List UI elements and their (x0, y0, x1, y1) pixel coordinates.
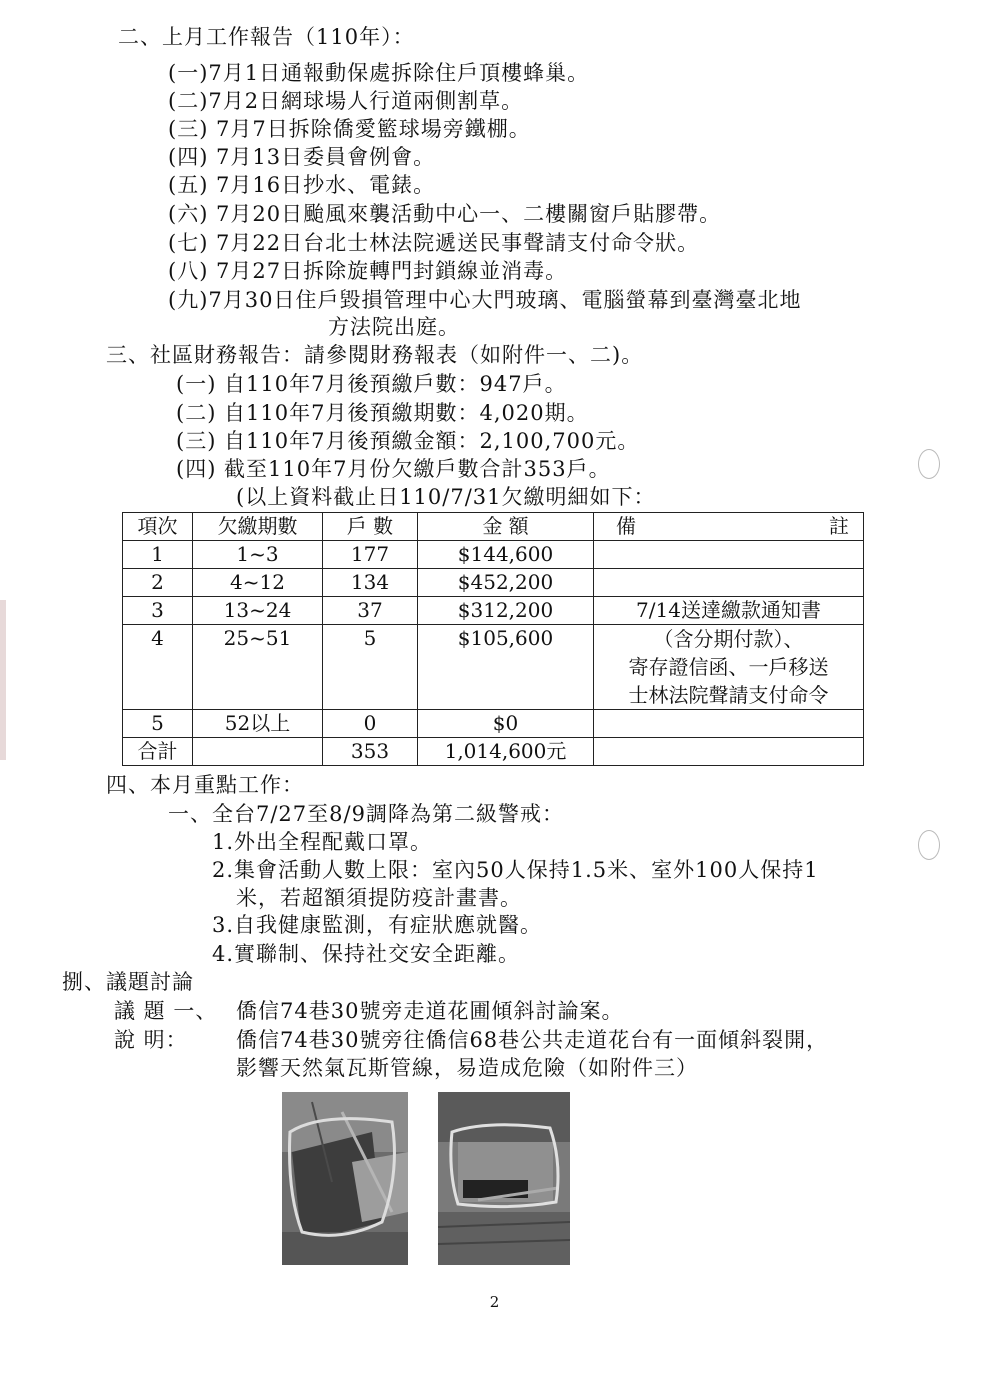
cell-period: 52以上 (193, 710, 323, 738)
cell-remark (594, 625, 864, 710)
cell-period: 4~12 (193, 569, 323, 597)
remark-line: （含分期付款）、 (653, 627, 804, 651)
table-total-row (123, 738, 864, 766)
cell-amount: $452,200 (418, 569, 594, 597)
table-header-row (123, 513, 864, 541)
section4-item: 3.自我健康監測，有症狀應就醫。 (212, 913, 543, 937)
header-remark-right: 註 (829, 514, 849, 538)
cell-no: 4 (123, 625, 193, 710)
remark-line: 寄存證信函、一戶移送 (628, 655, 829, 679)
section2-item: (六) 7月20日颱風來襲活動中心一、二樓關窗戶貼膠帶。 (168, 202, 722, 226)
table-row (123, 710, 864, 738)
header-amount: 金 額 (418, 513, 594, 541)
section3-item: (三) 自110年7月後預繳金額：2,100,700元。 (176, 429, 640, 453)
section2-heading: 二、上月工作報告（110年）： (118, 25, 415, 49)
cell-households: 177 (323, 541, 418, 569)
section2-item: (四) 7月13日委員會例會。 (168, 145, 436, 169)
page-number: 2 (489, 1293, 500, 1311)
cell-remark: 7/14送達繳款通知書 (594, 597, 864, 625)
header-period: 欠繳期數 (193, 513, 323, 541)
header-households: 戶 數 (323, 513, 418, 541)
section4-sub: 一、全台7/27至8/9調降為第二級警戒： (168, 802, 564, 826)
topic-text: 僑信74巷30號旁走道花圃傾斜討論案。 (236, 999, 624, 1023)
cell-amount: $105,600 (418, 625, 594, 710)
cell-remark (594, 710, 864, 738)
section2-item: (五) 7月16日抄水、電錶。 (168, 173, 436, 197)
cell-amount: $312,200 (418, 597, 594, 625)
section3-item: (二) 自110年7月後預繳期數：4,020期。 (176, 401, 589, 425)
section2-item: (三) 7月7日拆除僑愛籃球場旁鐵棚。 (168, 117, 531, 141)
cell-no: 3 (123, 597, 193, 625)
cell-period: 1~3 (193, 541, 323, 569)
header-remark-left: 備 (616, 514, 636, 538)
explain-label: 說 明： (114, 1028, 188, 1052)
cell-remark (594, 541, 864, 569)
section2-item: (八) 7月27日拆除旋轉門封鎖線並消毒。 (168, 259, 568, 283)
section2-item: (七) 7月22日台北士林法院遞送民事聲請支付命令狀。 (168, 231, 700, 255)
cell-amount: $0 (418, 710, 594, 738)
section2-item: (九)7月30日住戶毀損管理中心大門玻璃、電腦螢幕到臺灣臺北地 (168, 288, 802, 312)
table-row (123, 541, 864, 569)
section3-heading: 三、社區財務報告：請參閱財務報表（如附件一、二)。 (106, 343, 644, 367)
table-row (123, 625, 864, 710)
table-row (123, 569, 864, 597)
cell-remark (594, 569, 864, 597)
section4-heading: 四、本月重點工作： (106, 773, 304, 797)
header-remark (594, 513, 864, 541)
cell-households: 5 (323, 625, 418, 710)
cell-households: 0 (323, 710, 418, 738)
section2-item-continuation: 方法院出庭。 (328, 315, 460, 339)
binder-hole (918, 449, 940, 479)
cell-no: 2 (123, 569, 193, 597)
section2-item: (二)7月2日網球場人行道兩側割草。 (168, 89, 524, 113)
cell-no: 5 (123, 710, 193, 738)
section5-heading: 捌、議題討論 (62, 970, 194, 994)
cell-no: 1 (123, 541, 193, 569)
section4-item-continuation: 米，若超額須提防疫計畫書。 (236, 886, 522, 910)
table-row (123, 597, 864, 625)
header-no: 項次 (123, 513, 193, 541)
scan-edge-mark (0, 600, 6, 760)
section4-item: 1.外出全程配戴口罩。 (212, 830, 433, 854)
section3-note: (以上資料截止日110/7/31欠繳明細如下： (236, 485, 656, 509)
explain-text: 僑信74巷30號旁往僑信68巷公共走道花台有一面傾斜裂開， (236, 1028, 829, 1052)
cell-total-label: 合計 (123, 738, 193, 766)
cell-total-households: 353 (323, 738, 418, 766)
cell-period: 13~24 (193, 597, 323, 625)
binder-hole (918, 830, 940, 860)
arrears-table (122, 512, 864, 766)
flowerbed-photo (438, 1092, 570, 1265)
cell-households: 134 (323, 569, 418, 597)
section3-item: (一) 自110年7月後預繳戶數：947戶。 (176, 372, 567, 396)
topic-label: 議 題 一、 (114, 999, 218, 1023)
cell-households: 37 (323, 597, 418, 625)
cell-total-amount: 1,014,600元 (418, 738, 594, 766)
section3-item: (四) 截至110年7月份欠繳戶數合計353戶。 (176, 457, 611, 481)
section4-item: 4.實聯制、保持社交安全距離。 (212, 942, 521, 966)
flowerbed-photo (282, 1092, 408, 1265)
cell-amount: $144,600 (418, 541, 594, 569)
remark-line: 士林法院聲請支付命令 (628, 683, 829, 707)
explain-text-continuation: 影響天然氣瓦斯管線，易造成危險（如附件三） (236, 1056, 698, 1080)
section2-item: (一)7月1日通報動保處拆除住戶頂樓蜂巢。 (168, 61, 590, 85)
section4-item: 2.集會活動人數上限：室內50人保持1.5米、室外100人保持1 (212, 858, 819, 882)
cell-period: 25~51 (193, 625, 323, 710)
cell-period (193, 738, 323, 766)
cell-remark (594, 738, 864, 766)
